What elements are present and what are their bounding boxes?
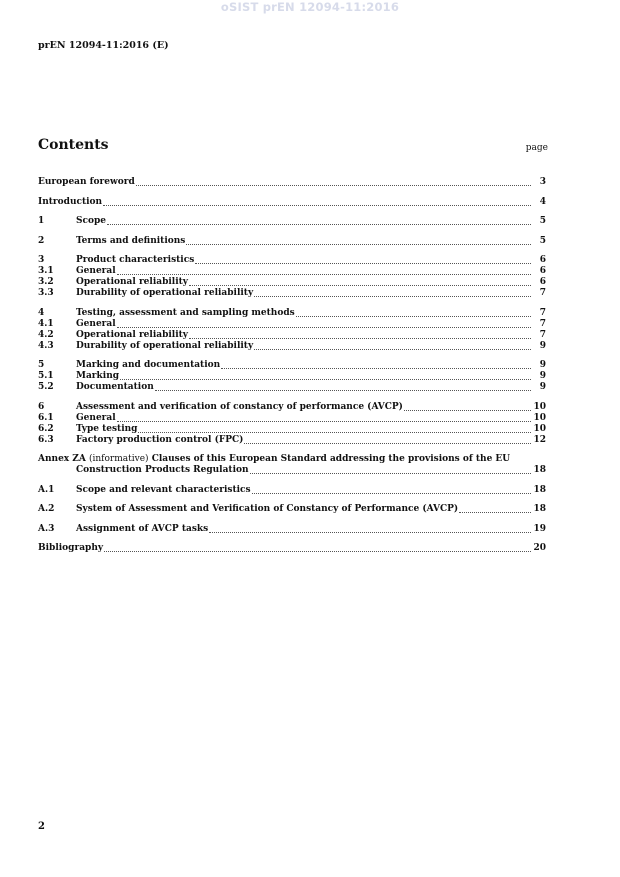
toc-entry-page: 9 [539,340,546,351]
toc-entry-page: 19 [533,523,546,534]
toc-entry-marking-documentation[interactable] [38,360,546,371]
dot-leader [244,443,531,444]
toc-entry-title: Scope [76,216,107,226]
page-number: 2 [38,821,45,832]
dot-leader [221,368,531,369]
toc-entry-page: 9 [539,371,546,381]
toc-entry-3-1[interactable] [38,266,546,277]
toc-entry-page: 4 [539,196,546,207]
toc-entry-number: 4.3 [38,340,54,351]
toc-entry-a-2[interactable] [38,504,546,515]
toc-entry-number: 4 [38,307,45,318]
toc-entry-title: Operational reliability [76,277,189,287]
toc-entry-number: A.1 [38,484,55,495]
toc-entry-4-3[interactable] [38,341,546,352]
contents-heading: Contents [38,137,109,153]
table-of-contents [38,177,546,554]
toc-entry-title: European foreword [38,177,135,187]
toc-entry-number: A.3 [38,523,55,534]
toc-entry-number: A.2 [38,504,55,514]
toc-entry-title: Product characteristics [76,255,195,265]
toc-entry-title: Durability of operational reliability [76,288,254,298]
toc-entry-title: Marking [76,371,120,381]
toc-entry-title: Introduction [38,196,103,207]
toc-entry-a-1[interactable] [38,485,546,496]
dot-leader [254,349,531,350]
toc-entry-title: Documentation [76,382,154,392]
toc-entry-number: 4.2 [38,329,54,340]
toc-entry-number: 6 [38,401,45,412]
toc-entry-number: 3.3 [38,288,54,298]
toc-entry-number: 3 [38,255,45,265]
toc-entry-a-3[interactable] [38,524,546,535]
document-id-header: prEN 12094-11:2016 (E) [38,40,169,51]
dot-leader [117,327,531,328]
dot-leader [404,410,531,411]
dot-leader [254,296,531,297]
toc-entry-introduction[interactable] [38,197,546,208]
toc-entry-number: 2 [38,235,45,246]
toc-entry-european-foreword[interactable] [38,177,546,188]
toc-entry-page: 9 [539,382,546,392]
dot-leader [252,493,531,494]
toc-entry-number: 5 [38,360,45,370]
toc-entry-page: 3 [539,177,546,187]
toc-entry-number: 6.2 [38,423,54,434]
toc-entry-page: 6 [539,277,546,287]
toc-entry-title: Factory production control (FPC) [76,434,244,445]
toc-entry-page: 10 [533,412,546,423]
toc-entry-page: 10 [533,401,546,412]
toc-entry-terms[interactable] [38,236,546,247]
toc-entry-page: 18 [533,504,546,514]
toc-entry-title: Type testing [76,423,138,434]
toc-entry-annex-za[interactable] [38,454,546,476]
toc-entry-page: 12 [533,434,546,445]
toc-entry-page: 10 [533,423,546,434]
toc-entry-title: Terms and definitions [76,235,186,246]
annex-title-line-2: Construction Products Regulation [76,465,249,475]
dot-leader [120,379,531,380]
toc-entry-bibliography[interactable] [38,543,546,554]
annex-line-2 [38,465,546,476]
annex-line-1 [38,454,546,465]
toc-entry-number: 4.1 [38,318,54,329]
dot-leader [136,185,531,186]
toc-entry-page: 18 [533,465,546,475]
dot-leader [195,263,531,264]
toc-entry-number: 6.3 [38,434,54,445]
toc-entry-title: Scope and relevant characteristics [76,484,251,495]
dot-leader [117,421,531,422]
toc-entry-avcp[interactable] [38,402,546,413]
toc-entry-number: 3.1 [38,266,54,276]
dot-leader [107,224,531,225]
dot-leader [189,338,531,339]
watermark: oSIST prEN 12094-11:2016 [220,0,400,14]
dot-leader [138,432,531,433]
toc-entry-3-2[interactable] [38,277,546,288]
toc-entry-page: 6 [539,266,546,276]
toc-entry-page: 18 [533,484,546,495]
toc-entry-page: 7 [539,307,546,318]
dot-leader [459,512,531,513]
dot-leader [250,473,531,474]
toc-entry-title: Assignment of AVCP tasks [76,523,209,534]
toc-entry-6-2[interactable] [38,424,546,435]
toc-entry-4-2[interactable] [38,330,546,341]
toc-entry-page: 7 [539,288,546,298]
toc-entry-title: General [76,318,116,329]
toc-entry-page: 5 [539,216,546,226]
dot-leader [103,205,531,206]
toc-entry-product-characteristics[interactable] [38,255,546,266]
toc-entry-title: General [76,266,116,276]
dot-leader [155,390,531,391]
toc-entry-page: 7 [539,329,546,340]
dot-leader [104,551,531,552]
toc-entry-page: 20 [533,543,546,553]
toc-entry-page: 5 [539,235,546,246]
toc-entry-4-1[interactable] [38,319,546,330]
toc-entry-title: Bibliography [38,543,104,553]
toc-entry-5-2[interactable] [38,382,546,393]
toc-entry-title: System of Assessment and Verification of Constancy of Performance (AVCP) [76,504,459,514]
toc-entry-title: Marking and documentation [76,360,221,370]
toc-entry-number: 1 [38,216,45,226]
dot-leader [189,285,531,286]
dot-leader [117,274,531,275]
toc-entry-page: 9 [539,360,546,370]
toc-entry-scope[interactable] [38,216,546,227]
toc-entry-3-3[interactable] [38,288,546,299]
toc-entry-title: General [76,412,116,423]
toc-entry-testing[interactable] [38,308,546,319]
annex-label: Annex ZA [38,454,86,464]
dot-leader [186,244,531,245]
toc-entry-number: 6.1 [38,412,54,423]
toc-entry-6-3[interactable] [38,435,546,446]
toc-entry-5-1[interactable] [38,371,546,382]
toc-entry-page: 7 [539,318,546,329]
page-column-label: page [525,143,548,153]
toc-entry-title: Testing, assessment and sampling methods [76,307,295,318]
toc-entry-number: 5.1 [38,371,54,381]
dot-leader [209,532,531,533]
toc-entry-title: Durability of operational reliability [76,340,254,351]
dot-leader [296,316,531,317]
annex-title-line-1: Clauses of this European Standard addressing the provisions of the EU [151,454,511,464]
toc-entry-6-1[interactable] [38,413,546,424]
toc-entry-title: Operational reliability [76,329,189,340]
toc-entry-number: 3.2 [38,277,54,287]
toc-entry-number: 5.2 [38,382,54,392]
toc-entry-page: 6 [539,255,546,265]
annex-qualifier: (informative) [89,454,149,464]
toc-entry-title: Assessment and verification of constancy of performance (AVCP) [76,401,403,412]
